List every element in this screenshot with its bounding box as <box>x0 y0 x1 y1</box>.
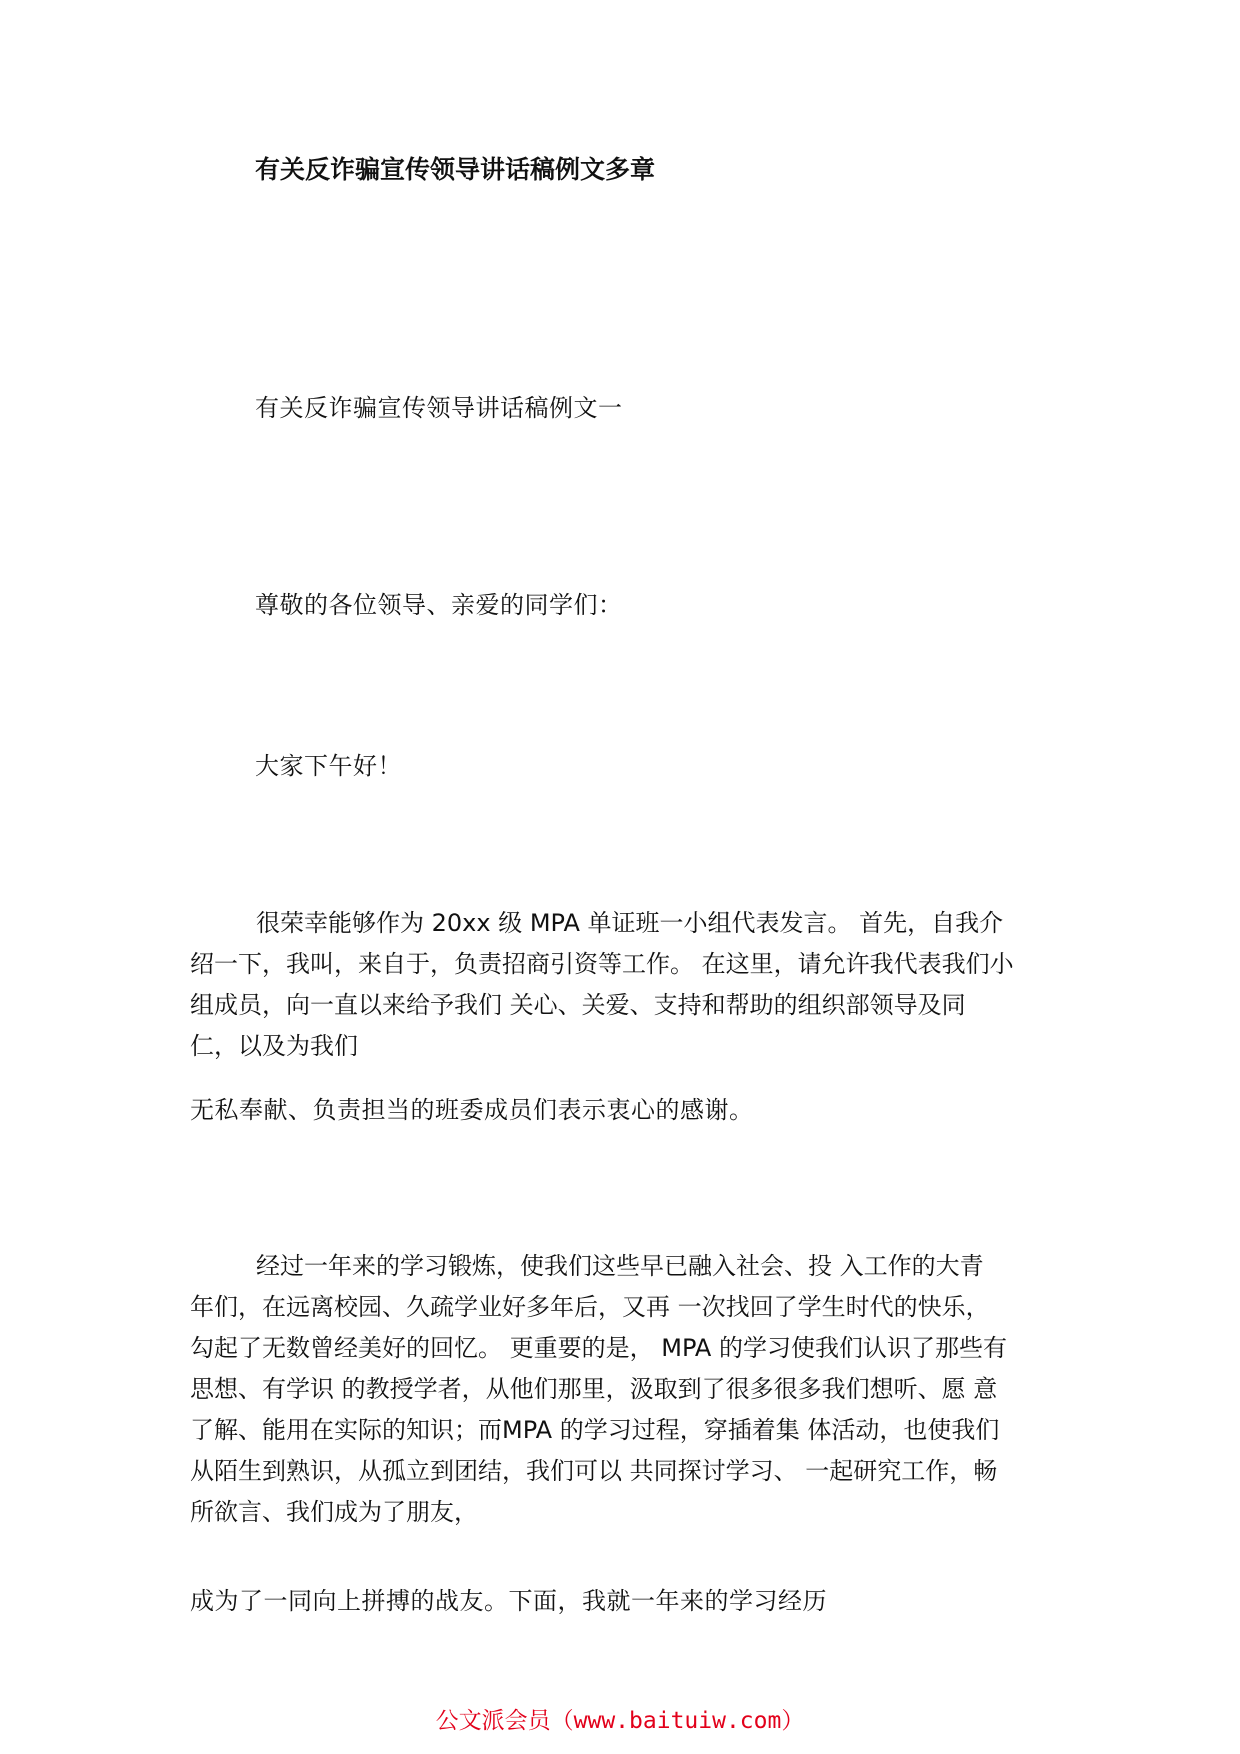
footer-brand: 公文派会员 <box>435 1708 551 1734</box>
paragraph-line: 仁，以及为我们 <box>190 1032 358 1060</box>
footer-url[interactable]: （www.baituiw.com） <box>550 1708 805 1734</box>
footer-watermark <box>0 1705 1240 1737</box>
greeting: 大家下午好！ <box>255 752 402 780</box>
paragraph-line: 年们，在远离校园、久疏学业好多年后，又再 一次找回了学生时代的快乐， <box>190 1293 990 1321</box>
paragraph-line: 了解、能用在实际的知识；而MPA 的学习过程，穿插着集 体活动，也使我们 <box>190 1416 1000 1444</box>
paragraph-line: 所欲言、我们成为了朋友， <box>190 1498 478 1526</box>
paragraph-line: 经过一年来的学习锻炼，使我们这些早已融入社会、投 入工作的大青 <box>256 1252 984 1280</box>
paragraph-line: 勾起了无数曾经美好的回忆。 更重要的是， MPA 的学习使我们认识了那些有 <box>190 1334 1007 1362</box>
paragraph-1 <box>190 903 1060 1067</box>
salutation: 尊敬的各位领导、亲爱的同学们： <box>255 591 623 619</box>
paragraph-2-continuation: 成为了一同向上拼搏的战友。下面，我就一年来的学习经历 <box>190 1587 827 1615</box>
section-heading: 有关反诈骗宣传领导讲话稿例文一 <box>255 394 623 422</box>
paragraph-line: 绍一下，我叫，来自于，负责招商引资等工作。 在这里，请允许我代表我们小 <box>190 950 1014 978</box>
paragraph-2 <box>190 1246 1060 1533</box>
paragraph-line: 组成员，向一直以来给予我们 关心、关爱、支持和帮助的组织部领导及同 <box>190 991 966 1019</box>
paragraph-1-continuation: 无私奉献、负责担当的班委成员们表示衷心的感谢。 <box>190 1096 754 1124</box>
document-title: 有关反诈骗宣传领导讲话稿例文多章 <box>255 155 656 184</box>
paragraph-line: 很荣幸能够作为 20xx 级 MPA 单证班一小组代表发言。 首先，自我介 <box>256 909 1004 937</box>
paragraph-line: 思想、有学识 的教授学者，从他们那里，汲取到了很多很多我们想听、愿 意 <box>190 1375 998 1403</box>
paragraph-line: 从陌生到熟识，从孤立到团结，我们可以 共同探讨学习、 一起研究工作，畅 <box>190 1457 998 1485</box>
